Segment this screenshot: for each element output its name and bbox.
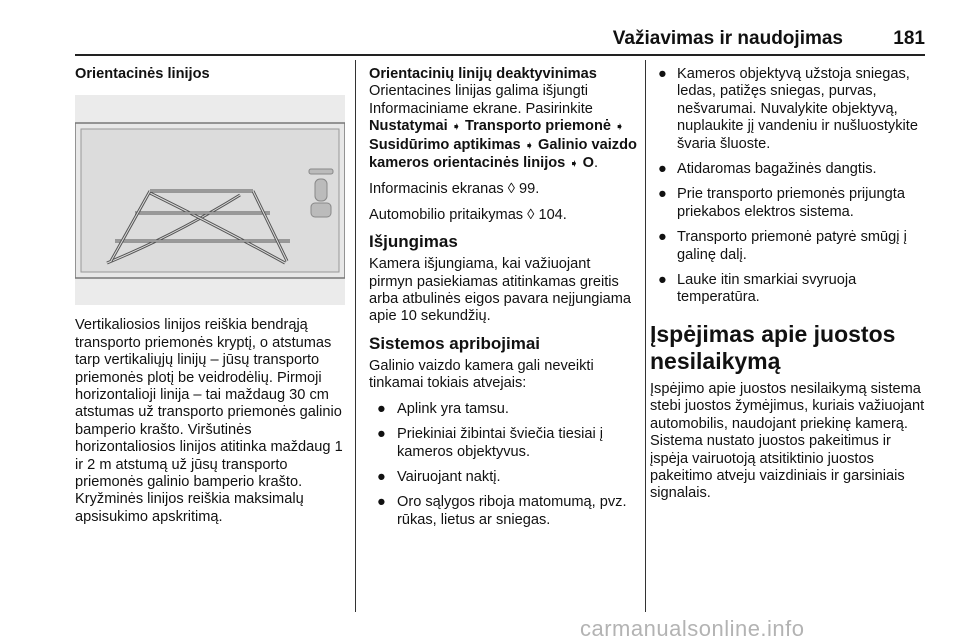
menu-path-item: Nustatymai: [369, 118, 448, 135]
bullet-icon: ●: [658, 229, 667, 246]
list-item: [369, 401, 637, 418]
lane-departure-text: Įspėjimo apie juostos nesilaikymą sistema stebi juostos žymėjimus, kuriais važiuojant automobilis, naudojant priekinę kamerą. Sistema nustato juostos pakeitimus ir įspėja vairuotoją atsitiktinio juostos pakeitimo atveju vaizdiniais ir garsiniais signalais.: [650, 380, 925, 502]
list-item: [650, 161, 930, 178]
camera-display-illustration: [75, 95, 345, 305]
limitations-intro: Galinio vaizdo kamera gali neveikti tinkamai tokiais atvejais:: [369, 357, 594, 392]
column-1: [75, 66, 345, 534]
menu-arrow-icon: ➧: [524, 139, 534, 152]
list-item-text: Lauke itin smarkiai svyruoja temperatūra.: [677, 272, 857, 306]
column-divider: [645, 60, 646, 612]
watermark-url: carmanualsonline.info: [580, 616, 805, 641]
reference-icon: ◊: [527, 206, 535, 223]
off-heading: Išjungimas: [369, 232, 458, 252]
bullet-icon: ●: [658, 186, 667, 203]
list-item: [369, 426, 637, 461]
section-heading: Orientacinės linijos: [75, 66, 210, 82]
column-3: [650, 66, 930, 511]
reference-label: Automobilio pritaikymas: [369, 206, 524, 223]
list-item-text: Priekiniai žibintai šviečia tiesiai į kameros objektyvus.: [397, 426, 604, 460]
bullet-icon: ●: [658, 272, 667, 289]
cross-reference: [369, 181, 637, 198]
reference-label: Informacinis ekranas: [369, 181, 504, 198]
reference-page: 104.: [538, 206, 567, 223]
list-item-text: Prie transporto priemonės prijungta priekabos elektros sistema.: [677, 186, 905, 220]
bullet-icon: ●: [658, 66, 667, 82]
limitations-heading: Sistemos apribojimai: [369, 333, 540, 353]
list-item-text: Atidaromas bagažinės dangtis.: [677, 161, 877, 178]
reference-icon: ◊: [507, 181, 515, 198]
limitations-list-continued: [650, 66, 930, 307]
menu-path-item: O: [582, 155, 594, 172]
lane-departure-heading: Įspėjimas apie juostos nesilaikymą: [650, 320, 896, 374]
page-number: 181: [893, 28, 925, 49]
bullet-icon: ●: [377, 400, 386, 417]
list-item-text: Aplink yra tamsu.: [397, 400, 509, 417]
list-item: [650, 229, 930, 264]
cross-reference: [369, 207, 637, 224]
column-2: [369, 66, 637, 537]
header-rule: [75, 54, 925, 56]
list-item: [369, 469, 637, 486]
deactivation-intro: Orientacines linijas galima išjungti Informaciniame ekrane. Pasirinkite: [369, 83, 593, 117]
deactivation-text: Orientacines linijas galima išjungti Informaciniame ekrane. Pasirinkite Nustatymai ➧ Transporto priemonė ➧ Susidūrimo aptikimas ➧ Galinio vaizdo kameros orientacinės linijos ➧ O.: [369, 83, 637, 172]
bullet-icon: ●: [658, 161, 667, 178]
page-header: [75, 26, 925, 56]
off-text: Kamera išjungiama, kai važiuojant pirmyn pasiekiamas atitinkamas greitis arba atbulinės eigos pavara neįjungiama apie 10 sekundžių.: [369, 256, 632, 325]
list-item: [650, 66, 930, 153]
menu-arrow-icon: ➧: [569, 158, 579, 171]
menu-path-item: Galinio vaizdo kameros orientacinės linijos: [369, 136, 637, 172]
menu-arrow-icon: ➧: [451, 121, 461, 134]
bullet-icon: ●: [377, 494, 386, 511]
list-item-text: Transporto priemonė patyrė smūgį į galinę dalį.: [677, 229, 907, 263]
list-item: [650, 272, 930, 307]
reference-page: 99.: [519, 181, 540, 198]
list-item-text: Vairuojant naktį.: [397, 468, 501, 485]
list-item-text: Kameros objektyvą užstoja sniegas, ledas, patižęs sniegas, purvas, nešvarumai. Nuvalykite objektyvą, nuplaukite jį vandeniu ir nušluostykite švaria šluoste.: [677, 66, 918, 152]
list-item-text: Oro sąlygos riboja matomumą, pvz. rūkas, lietus ar sniegas.: [397, 494, 627, 528]
menu-path-item: Susidūrimo aptikimas: [369, 136, 521, 153]
menu-arrow-icon: ➧: [615, 121, 625, 134]
bullet-icon: ●: [377, 468, 386, 485]
list-item: [650, 186, 930, 221]
list-item: [369, 494, 637, 529]
page-title: Važiavimas ir naudojimas: [612, 28, 843, 49]
limitations-list: [369, 401, 637, 529]
rear-camera-guideline-figure: [75, 95, 345, 305]
guideline-description: Vertikaliosios linijos reiškia bendrąją transporto priemonės kryptį, o atstumas tarp vertikaliųjų linijų – jūsų transporto priemonės plotį be veidrodėlių. Pirmoji horizontalioji linija – tai maždaug 30 cm atstumas už transporto priemonės galinio bamperio krašto. Viršutinės horizontaliosios linijos atitinka maždaug 1 ir 2 m atstumą už jūsų transporto priemonės galinio bamperio krašto. Kryžminės linijos reiškia maksimalų apsisukimo apskritimą.: [75, 317, 343, 525]
bullet-icon: ●: [377, 426, 386, 443]
column-divider: [355, 60, 356, 612]
deactivation-heading: Orientacinių linijų deaktyvinimas: [369, 66, 597, 82]
menu-path-item: Transporto priemonė: [465, 118, 611, 135]
